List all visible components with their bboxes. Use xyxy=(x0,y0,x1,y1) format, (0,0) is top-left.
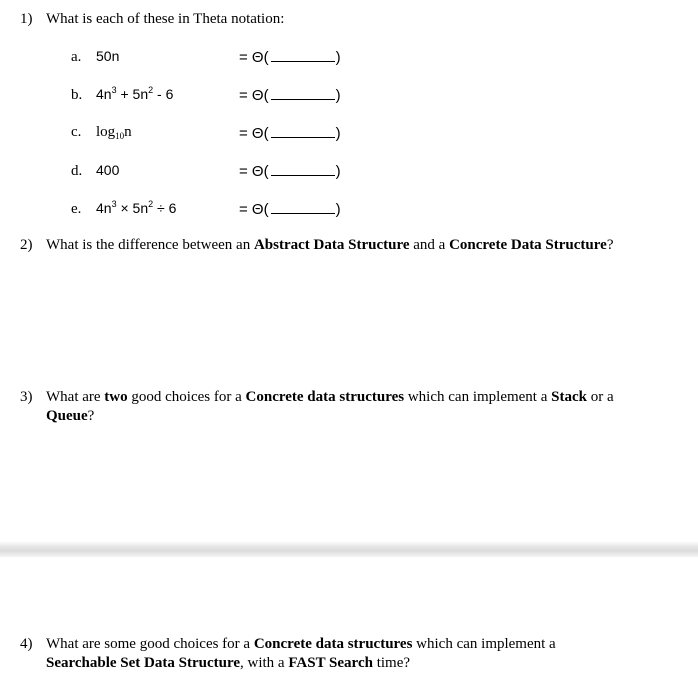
theta-answer-e xyxy=(239,200,341,218)
question-text: What is each of these in Theta notation: xyxy=(46,11,285,27)
theta-answer-a xyxy=(239,48,341,66)
question-number: 3) xyxy=(20,389,33,405)
question-number: 2) xyxy=(20,237,33,253)
answer-blank[interactable] xyxy=(271,162,335,176)
theta-open: = Θ( xyxy=(239,49,269,66)
question-3: 3) What are two good choices for a Concrete data structures which can implement a Stack or a Queue? xyxy=(20,389,614,424)
theta-answer-d xyxy=(239,162,341,180)
item-expression: $\log_{10}n$ xyxy=(96,124,132,141)
theta-close: ) xyxy=(335,201,341,218)
theta-close: ) xyxy=(335,125,341,142)
theta-close: ) xyxy=(335,49,341,66)
answer-blank[interactable] xyxy=(271,124,335,138)
theta-close: ) xyxy=(335,87,341,104)
item-expression: $4n^3 \times 5n^2 \div 6$ xyxy=(96,199,177,216)
theta-open: = Θ( xyxy=(239,163,269,180)
answer-blank[interactable] xyxy=(271,200,335,214)
answer-blank[interactable] xyxy=(271,86,335,100)
item-expression: 50n xyxy=(96,48,120,64)
item-c xyxy=(71,124,132,141)
item-b xyxy=(71,86,173,104)
theta-open: = Θ( xyxy=(239,87,269,104)
item-e xyxy=(71,200,176,218)
question-number: 4) xyxy=(20,636,33,652)
theta-open: = Θ( xyxy=(239,201,269,218)
item-letter: c. xyxy=(71,124,82,140)
item-d xyxy=(71,162,119,180)
theta-close: ) xyxy=(335,163,341,180)
item-letter: e. xyxy=(71,201,82,217)
theta-answer-c xyxy=(239,124,341,142)
question-4: 4) What are some good choices for a Concrete data structures which can implement a Searchable Set Data Structure, with a FAST Search time? xyxy=(20,636,556,671)
theta-open: = Θ( xyxy=(239,125,269,142)
item-letter: a. xyxy=(71,49,82,65)
question-1 xyxy=(20,10,680,29)
answer-blank[interactable] xyxy=(271,48,335,62)
item-expression: $4n^3 + 5n^2 - 6$ xyxy=(96,85,174,102)
page-separator xyxy=(0,541,698,557)
item-a xyxy=(71,48,119,66)
question-number: 1) xyxy=(20,11,33,27)
theta-answer-b xyxy=(239,86,341,104)
item-expression: 400 xyxy=(96,162,120,178)
question-2: 2) What is the difference between an Abstract Data Structure and a Concrete Data Structure? xyxy=(20,237,614,253)
item-letter: b. xyxy=(71,87,83,103)
item-letter: d. xyxy=(71,163,83,179)
